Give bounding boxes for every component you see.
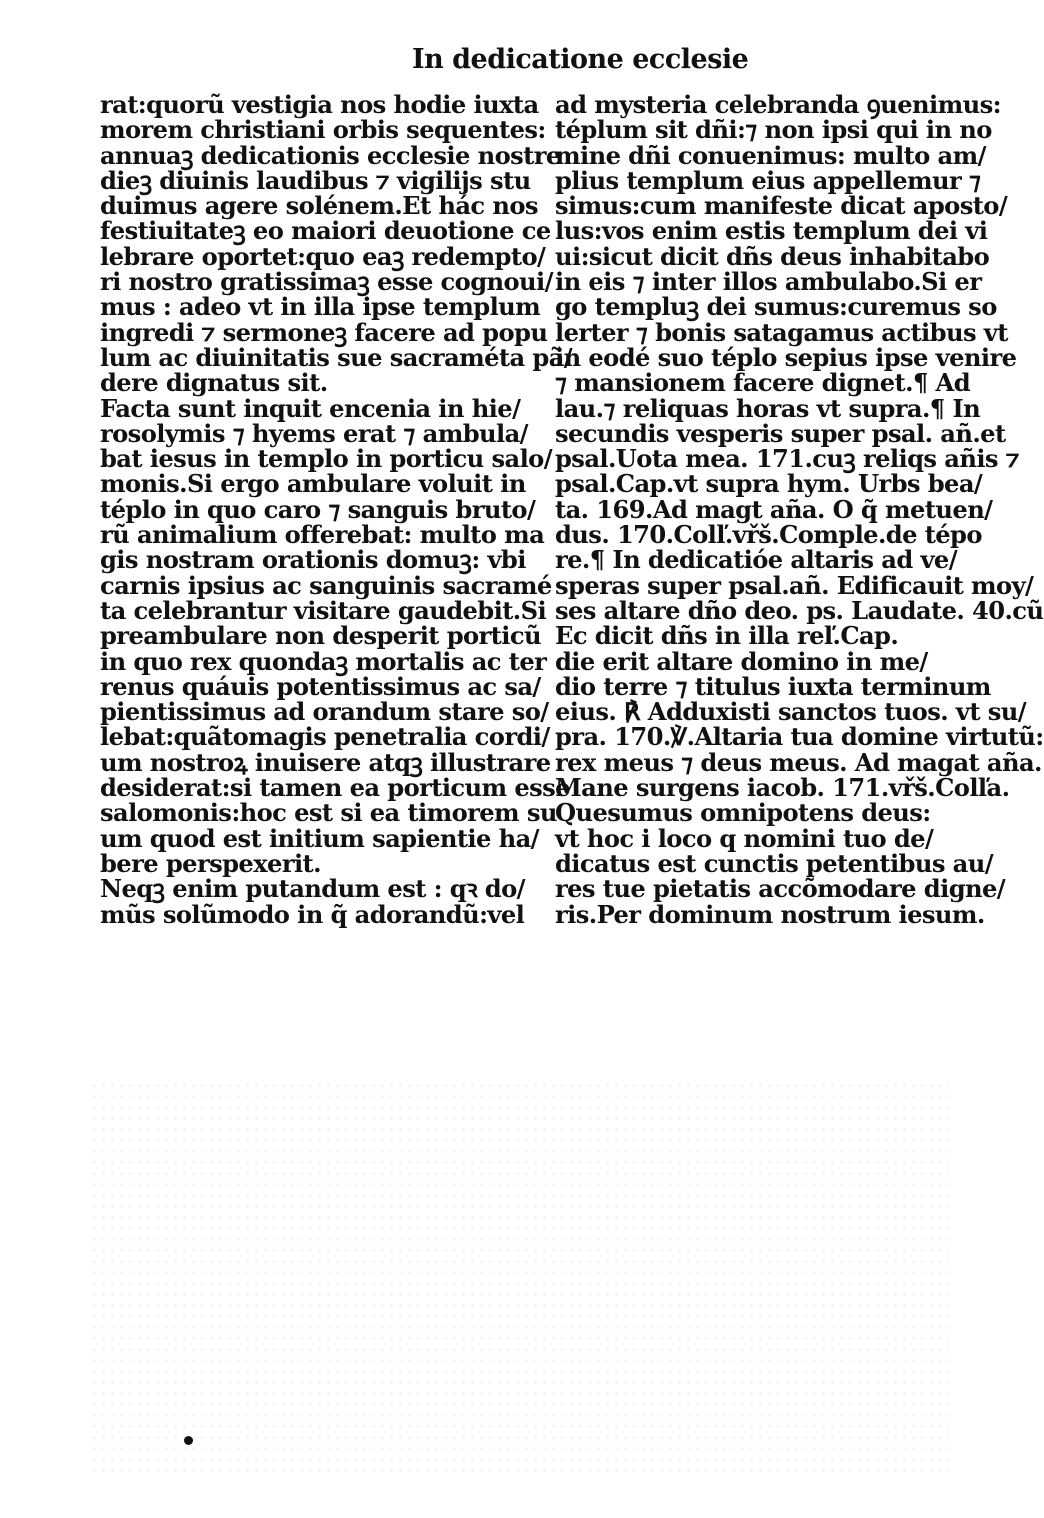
paper-speckle (90, 1080, 950, 1480)
text-line: carnis ipsius ac sanguinis sacramé (100, 570, 552, 600)
text-line: re.¶ In dedicatióe altaris ad ve/ (555, 545, 957, 575)
text-line: dere dignatus sit. (100, 368, 328, 398)
text-line: dio terre ⁊ titulus iuxta terminum (555, 671, 991, 701)
text-line: dicatus est cunctis petentibus au/ (555, 848, 993, 878)
text-line: dus. 170.Colľ.vřš.Comple.de tépo (555, 520, 982, 550)
text-line: ta celebrantur visitare gaudebit.Si (100, 595, 547, 625)
text-line: lum ac diuinitatis sue sacraméta pã/ (100, 342, 573, 372)
text-line: mũs solũmodo in q̃ adorandũ:vel (100, 899, 525, 929)
text-line: simus:cum manifeste dicat aposto/ (555, 191, 1008, 221)
text-line: eius. ℟ Adduxisti sanctos tuos. vt su/ (555, 697, 1026, 727)
text-line: lerter ⁊ bonis satagamus actibus vt (555, 317, 1008, 347)
text-line: salomonis:hoc est si ea timorem su (100, 798, 557, 828)
text-line: monis.Si ergo ambulare voluit in (100, 469, 526, 499)
text-line: Facta sunt inquit encenia in hie/ (100, 393, 521, 423)
text-line: secundis vesperis super psal. añ.et (555, 418, 1006, 448)
text-line: téplum sit dñi:⁊ non ipsi qui in no (555, 115, 992, 145)
text-line: Neqꝫ enim putandum est : qꝛ do/ (100, 874, 525, 904)
text-line: morem christiani orbis sequentes: (100, 115, 546, 145)
text-line: res tue pietatis accõmodare digne/ (555, 874, 1006, 904)
text-line: in eodé suo téplo sepius ipse venire (555, 342, 1017, 372)
text-line: rat:quorũ vestigia nos hodie iuxta (100, 90, 539, 119)
text-line: in quo rex quondaꝫ mortalis ac ter (100, 646, 547, 676)
text-line: pra. 170.℣.Altaria tua domine virtutũ: (555, 722, 1044, 752)
text-line: festiuitateꝫ eo maiori deuotione ce (100, 216, 551, 246)
text-line: psal.Uota mea. 171.cuꝫ reliqs añis ⁊ (555, 444, 1019, 474)
text-line: Mane surgens iacob. 171.vřš.Colľa. (555, 773, 1010, 803)
text-line: annuaꝫ dedicationis ecclesie nostre (100, 140, 561, 170)
text-line: dieꝫ diuinis laudibus ⁊ vigilijs stu (100, 165, 531, 195)
text-line: lebat:quãtomagis penetralia cordi/ (100, 722, 550, 752)
text-line: rosolymis ⁊ hyems erat ⁊ ambula/ (100, 418, 528, 448)
right-text-column (555, 90, 1044, 929)
text-line: plius templum eius appellemur ⁊ (555, 165, 981, 195)
text-line: ui:sicut dicit dñs deus inhabitabo (555, 241, 990, 271)
text-line: um quod est initium sapientie ha/ (100, 823, 539, 853)
text-line: ris.Per dominum nostrum iesum. (555, 899, 985, 929)
text-line: rũ animalium offerebat: multo ma (100, 520, 545, 550)
text-line: mus : adeo vt in illa ipse templum (100, 292, 541, 322)
text-line: Quesumus omnipotens deus: (555, 798, 931, 828)
text-line: desiderat:si tamen ea porticum esse (100, 773, 570, 803)
text-line: preambulare non desperit porticũ (100, 621, 541, 651)
text-line: lebrare oportet:quo eaꝫ redempto/ (100, 241, 546, 271)
text-line: ri nostro gratissimaꝫ esse cognoui/ (100, 267, 553, 297)
text-line: die erit altare domino in me/ (555, 646, 928, 676)
text-line: lau.⁊ reliquas horas vt supra.¶ In (555, 393, 981, 423)
text-line: ingredi ⁊ sermoneꝫ facere ad popu (100, 317, 548, 347)
text-line: duimus agere solénem.Et hác nos (100, 191, 538, 221)
text-line: speras super psal.añ. Edificauit moy/ (555, 570, 1034, 600)
text-line: um nostroꝝ inuisere atqꝫ illustrare (100, 747, 551, 777)
text-line: téplo in quo caro ⁊ sanguis bruto/ (100, 494, 536, 524)
text-line: renus quáuis potentissimus ac sa/ (100, 671, 541, 701)
text-line: ⁊ mansionem facere dignet.¶ Ad (555, 368, 971, 398)
left-text-column (100, 90, 573, 929)
ink-dot (184, 1436, 193, 1445)
text-line: in eis ⁊ inter illos ambulabo.Si er (555, 267, 982, 297)
text-line: go templuꝫ dei sumus:curemus so (555, 292, 997, 322)
text-line: psal.Cap.vt supra hym. Urbs bea/ (555, 469, 983, 499)
text-line: pientissimus ad orandum stare so/ (100, 697, 549, 727)
text-line: ses altare dño deo. ps. Laudate. 40.cũ (555, 595, 1044, 625)
text-line: gis nostram orationis domuꝫ: vbi (100, 545, 526, 575)
text-line: bere perspexerit. (100, 848, 321, 878)
text-line: Ec dicit dñs in illa reľ.Cap. (555, 621, 899, 651)
text-line: ta. 169.Ad magt aña. O q̃ metuen/ (555, 494, 993, 524)
text-line: lus:vos enim estis templum dei vi (555, 216, 988, 246)
text-line: vt hoc i loco q nomini tuo de/ (555, 823, 934, 853)
text-line: mine dñi conuenimus: multo am/ (555, 140, 986, 170)
text-line: rex meus ⁊ deus meus. Ad magat aña. (555, 747, 1042, 777)
text-line: ad mysteria celebranda ꝯuenimus: (555, 90, 1001, 119)
text-line: bat iesus in templo in porticu salo/ (100, 444, 552, 474)
running-header: In dedicatione ecclesie (412, 44, 749, 75)
